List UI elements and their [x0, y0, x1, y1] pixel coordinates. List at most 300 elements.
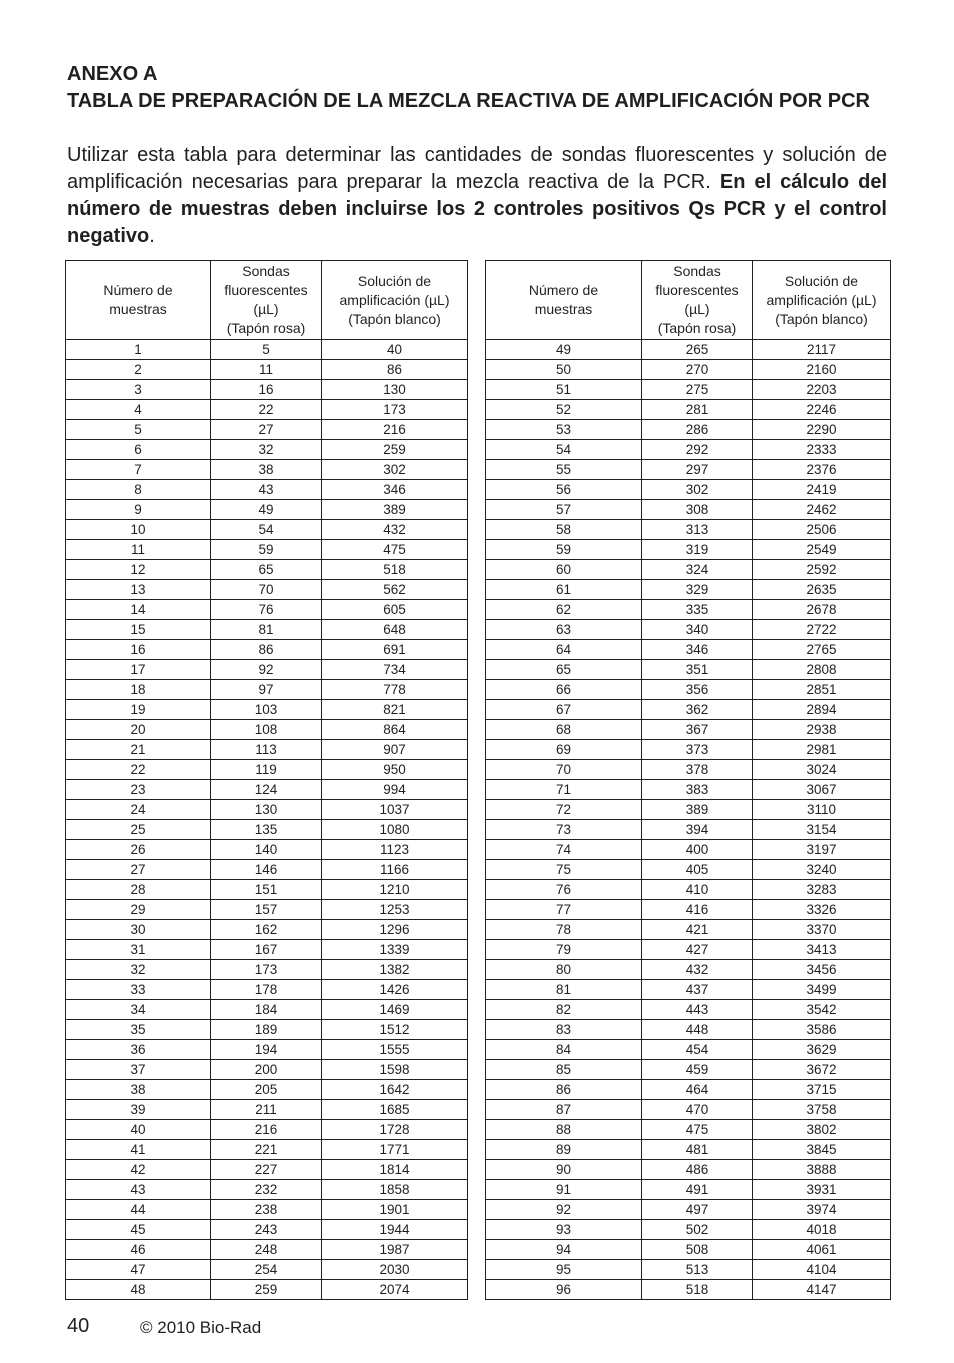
- cell-fluorescent-probes: 11: [211, 360, 322, 380]
- table-row: [486, 780, 891, 800]
- table-row: [66, 640, 468, 660]
- cell-amplification-solution: 3974: [753, 1200, 891, 1220]
- cell-sample-count: 70: [486, 760, 642, 780]
- table-row: [486, 1240, 891, 1260]
- table-row: [486, 1040, 891, 1060]
- cell-fluorescent-probes: 92: [211, 660, 322, 680]
- table-row: [486, 740, 891, 760]
- cell-fluorescent-probes: 459: [642, 1060, 753, 1080]
- cell-sample-count: 84: [486, 1040, 642, 1060]
- table-row: [66, 1220, 468, 1240]
- cell-fluorescent-probes: 497: [642, 1200, 753, 1220]
- cell-fluorescent-probes: 103: [211, 700, 322, 720]
- cell-sample-count: 14: [66, 600, 211, 620]
- cell-amplification-solution: 1642: [322, 1080, 468, 1100]
- cell-amplification-solution: 2506: [753, 520, 891, 540]
- cell-sample-count: 66: [486, 680, 642, 700]
- cell-fluorescent-probes: 302: [642, 480, 753, 500]
- cell-fluorescent-probes: 27: [211, 420, 322, 440]
- cell-sample-count: 79: [486, 940, 642, 960]
- cell-fluorescent-probes: 378: [642, 760, 753, 780]
- cell-fluorescent-probes: 292: [642, 440, 753, 460]
- cell-amplification-solution: 40: [322, 340, 468, 360]
- cell-amplification-solution: 2592: [753, 560, 891, 580]
- cell-amplification-solution: 1901: [322, 1200, 468, 1220]
- cell-sample-count: 41: [66, 1140, 211, 1160]
- cell-sample-count: 76: [486, 880, 642, 900]
- header-line: (µL): [684, 301, 710, 317]
- cell-fluorescent-probes: 265: [642, 340, 753, 360]
- cell-amplification-solution: 2419: [753, 480, 891, 500]
- header-line: Número de: [103, 282, 173, 298]
- cell-sample-count: 74: [486, 840, 642, 860]
- table-row: [486, 900, 891, 920]
- cell-amplification-solution: 1469: [322, 1000, 468, 1020]
- cell-fluorescent-probes: 97: [211, 680, 322, 700]
- table-row: [66, 420, 468, 440]
- cell-amplification-solution: 562: [322, 580, 468, 600]
- table-row: [66, 600, 468, 620]
- cell-fluorescent-probes: 518: [642, 1280, 753, 1300]
- table-row: [486, 1080, 891, 1100]
- header-line: Número de: [528, 282, 599, 298]
- header-sample-count: [66, 261, 211, 340]
- cell-amplification-solution: 2635: [753, 580, 891, 600]
- cell-fluorescent-probes: 86: [211, 640, 322, 660]
- cell-sample-count: 24: [66, 800, 211, 820]
- cell-sample-count: 65: [486, 660, 642, 680]
- table-row: [486, 640, 891, 660]
- cell-sample-count: 46: [66, 1240, 211, 1260]
- table-header-row: [486, 261, 891, 340]
- cell-sample-count: 50: [486, 360, 642, 380]
- cell-fluorescent-probes: 329: [642, 580, 753, 600]
- cell-amplification-solution: 2160: [753, 360, 891, 380]
- table-row: [486, 940, 891, 960]
- table-row: [66, 1040, 468, 1060]
- cell-fluorescent-probes: 421: [642, 920, 753, 940]
- cell-sample-count: 89: [486, 1140, 642, 1160]
- cell-sample-count: 60: [486, 560, 642, 580]
- cell-fluorescent-probes: 351: [642, 660, 753, 680]
- cell-sample-count: 17: [66, 660, 211, 680]
- cell-fluorescent-probes: 470: [642, 1100, 753, 1120]
- table-row: [486, 960, 891, 980]
- cell-fluorescent-probes: 432: [642, 960, 753, 980]
- cell-amplification-solution: 1771: [322, 1140, 468, 1160]
- table-row: [486, 1060, 891, 1080]
- cell-sample-count: 62: [486, 600, 642, 620]
- table-row: [486, 1000, 891, 1020]
- cell-amplification-solution: 3326: [753, 900, 891, 920]
- cell-sample-count: 83: [486, 1020, 642, 1040]
- table-row: [66, 620, 468, 640]
- table-row: [486, 660, 891, 680]
- cell-sample-count: 3: [66, 380, 211, 400]
- cell-amplification-solution: 2722: [753, 620, 891, 640]
- table-row: [66, 1100, 468, 1120]
- table-row: [486, 500, 891, 520]
- cell-sample-count: 94: [486, 1240, 642, 1260]
- header-line: (Tapón blanco): [775, 310, 868, 327]
- cell-amplification-solution: 605: [322, 600, 468, 620]
- cell-fluorescent-probes: 346: [642, 640, 753, 660]
- cell-sample-count: 30: [66, 920, 211, 940]
- table-row: [486, 1100, 891, 1120]
- cell-sample-count: 38: [66, 1080, 211, 1100]
- cell-sample-count: 72: [486, 800, 642, 820]
- cell-sample-count: 42: [66, 1160, 211, 1180]
- cell-sample-count: 69: [486, 740, 642, 760]
- header-line: (Tapón rosa): [657, 320, 737, 336]
- cell-amplification-solution: 3413: [753, 940, 891, 960]
- cell-fluorescent-probes: 389: [642, 800, 753, 820]
- cell-fluorescent-probes: 173: [211, 960, 322, 980]
- header-line: Solución de: [784, 272, 859, 289]
- cell-fluorescent-probes: 119: [211, 760, 322, 780]
- header-fluorescent-probes: [642, 261, 753, 340]
- table-row: [486, 580, 891, 600]
- cell-amplification-solution: 1987: [322, 1240, 468, 1260]
- table-row: [486, 720, 891, 740]
- cell-sample-count: 6: [66, 440, 211, 460]
- table-row: [486, 980, 891, 1000]
- cell-fluorescent-probes: 394: [642, 820, 753, 840]
- cell-sample-count: 36: [66, 1040, 211, 1060]
- cell-sample-count: 37: [66, 1060, 211, 1080]
- table-row: [66, 1240, 468, 1260]
- cell-sample-count: 86: [486, 1080, 642, 1100]
- table-row: [66, 400, 468, 420]
- cell-fluorescent-probes: 16: [211, 380, 322, 400]
- table-title: TABLA DE PREPARACIÓN DE LA MEZCLA REACTIVA DE AMPLIFICACIÓN POR PCR: [67, 90, 870, 112]
- cell-sample-count: 68: [486, 720, 642, 740]
- table-row: [486, 820, 891, 840]
- header-sample-count: [486, 261, 642, 340]
- cell-fluorescent-probes: 281: [642, 400, 753, 420]
- cell-fluorescent-probes: 405: [642, 860, 753, 880]
- table-row: [486, 340, 891, 360]
- cell-sample-count: 73: [486, 820, 642, 840]
- cell-amplification-solution: 173: [322, 400, 468, 420]
- table-row: [66, 760, 468, 780]
- table-row: [486, 920, 891, 940]
- cell-amplification-solution: 3542: [753, 1000, 891, 1020]
- cell-fluorescent-probes: 189: [211, 1020, 322, 1040]
- cell-amplification-solution: 3240: [753, 860, 891, 880]
- cell-amplification-solution: 950: [322, 760, 468, 780]
- table-row: [486, 1120, 891, 1140]
- cell-fluorescent-probes: 383: [642, 780, 753, 800]
- cell-fluorescent-probes: 427: [642, 940, 753, 960]
- cell-sample-count: 88: [486, 1120, 642, 1140]
- cell-fluorescent-probes: 205: [211, 1080, 322, 1100]
- cell-fluorescent-probes: 76: [211, 600, 322, 620]
- table-row: [66, 800, 468, 820]
- table-row: [66, 860, 468, 880]
- table-row: [486, 540, 891, 560]
- page-number: 40: [67, 1315, 90, 1337]
- table-row: [486, 460, 891, 480]
- table-row: [486, 1020, 891, 1040]
- table-row: [486, 860, 891, 880]
- cell-sample-count: 63: [486, 620, 642, 640]
- table-row: [66, 880, 468, 900]
- cell-fluorescent-probes: 448: [642, 1020, 753, 1040]
- cell-amplification-solution: 3067: [753, 780, 891, 800]
- cell-amplification-solution: 3197: [753, 840, 891, 860]
- header-line: (Tapón rosa): [226, 320, 306, 336]
- cell-amplification-solution: 3672: [753, 1060, 891, 1080]
- cell-sample-count: 61: [486, 580, 642, 600]
- cell-sample-count: 22: [66, 760, 211, 780]
- table-row: [486, 560, 891, 580]
- table-row: [66, 380, 468, 400]
- cell-amplification-solution: 1598: [322, 1060, 468, 1080]
- cell-fluorescent-probes: 167: [211, 940, 322, 960]
- cell-fluorescent-probes: 108: [211, 720, 322, 740]
- cell-fluorescent-probes: 502: [642, 1220, 753, 1240]
- cell-fluorescent-probes: 151: [211, 880, 322, 900]
- cell-amplification-solution: 1166: [322, 860, 468, 880]
- cell-amplification-solution: 475: [322, 540, 468, 560]
- cell-fluorescent-probes: 113: [211, 740, 322, 760]
- cell-sample-count: 67: [486, 700, 642, 720]
- table-row: [66, 940, 468, 960]
- cell-fluorescent-probes: 259: [211, 1280, 322, 1300]
- cell-fluorescent-probes: 162: [211, 920, 322, 940]
- header-line: Solución de: [357, 272, 432, 289]
- cell-sample-count: 19: [66, 700, 211, 720]
- cell-fluorescent-probes: 270: [642, 360, 753, 380]
- cell-amplification-solution: 1685: [322, 1100, 468, 1120]
- cell-sample-count: 13: [66, 580, 211, 600]
- cell-sample-count: 27: [66, 860, 211, 880]
- table-row: [486, 1160, 891, 1180]
- cell-amplification-solution: 389: [322, 500, 468, 520]
- table-row: [66, 1060, 468, 1080]
- cell-sample-count: 34: [66, 1000, 211, 1020]
- cell-amplification-solution: 3629: [753, 1040, 891, 1060]
- cell-sample-count: 85: [486, 1060, 642, 1080]
- cell-sample-count: 95: [486, 1260, 642, 1280]
- cell-sample-count: 10: [66, 520, 211, 540]
- cell-amplification-solution: 691: [322, 640, 468, 660]
- cell-amplification-solution: 2549: [753, 540, 891, 560]
- header-line: Sondas: [673, 263, 721, 279]
- cell-amplification-solution: 994: [322, 780, 468, 800]
- cell-sample-count: 71: [486, 780, 642, 800]
- cell-sample-count: 53: [486, 420, 642, 440]
- header-line: (Tapón blanco): [348, 310, 441, 327]
- cell-sample-count: 96: [486, 1280, 642, 1300]
- table-row: [66, 1180, 468, 1200]
- cell-sample-count: 15: [66, 620, 211, 640]
- cell-amplification-solution: 1858: [322, 1180, 468, 1200]
- table-row: [66, 680, 468, 700]
- cell-sample-count: 2: [66, 360, 211, 380]
- table-row: [486, 760, 891, 780]
- cell-fluorescent-probes: 135: [211, 820, 322, 840]
- cell-sample-count: 52: [486, 400, 642, 420]
- cell-amplification-solution: 1080: [322, 820, 468, 840]
- table-row: [66, 1080, 468, 1100]
- header-fluorescent-probes: [211, 261, 322, 340]
- cell-amplification-solution: 907: [322, 740, 468, 760]
- cell-sample-count: 82: [486, 1000, 642, 1020]
- table-row: [486, 680, 891, 700]
- cell-amplification-solution: 432: [322, 520, 468, 540]
- cell-fluorescent-probes: 319: [642, 540, 753, 560]
- cell-sample-count: 33: [66, 980, 211, 1000]
- cell-fluorescent-probes: 437: [642, 980, 753, 1000]
- intro-paragraph: [67, 142, 887, 250]
- cell-amplification-solution: 4061: [753, 1240, 891, 1260]
- cell-fluorescent-probes: 70: [211, 580, 322, 600]
- cell-amplification-solution: 3283: [753, 880, 891, 900]
- cell-amplification-solution: 302: [322, 460, 468, 480]
- header-line: muestras: [109, 301, 167, 317]
- cell-amplification-solution: 4104: [753, 1260, 891, 1280]
- intro-text: Utilizar esta tabla para determinar las cantidades de sondas fluorescentes y solución de amplificación necesarias para preparar la mezcla reactiva de la PCR.: [67, 144, 887, 193]
- cell-fluorescent-probes: 373: [642, 740, 753, 760]
- cell-sample-count: 40: [66, 1120, 211, 1140]
- cell-fluorescent-probes: 232: [211, 1180, 322, 1200]
- cell-fluorescent-probes: 243: [211, 1220, 322, 1240]
- cell-sample-count: 44: [66, 1200, 211, 1220]
- cell-fluorescent-probes: 194: [211, 1040, 322, 1060]
- header-line: amplificación (µL): [766, 291, 877, 308]
- cell-fluorescent-probes: 59: [211, 540, 322, 560]
- table-row: [486, 480, 891, 500]
- table-row: [66, 1260, 468, 1280]
- cell-sample-count: 28: [66, 880, 211, 900]
- cell-fluorescent-probes: 146: [211, 860, 322, 880]
- cell-fluorescent-probes: 286: [642, 420, 753, 440]
- cell-fluorescent-probes: 297: [642, 460, 753, 480]
- cell-sample-count: 77: [486, 900, 642, 920]
- cell-amplification-solution: 3888: [753, 1160, 891, 1180]
- cell-amplification-solution: 2290: [753, 420, 891, 440]
- table-row: [486, 520, 891, 540]
- cell-fluorescent-probes: 5: [211, 340, 322, 360]
- cell-sample-count: 31: [66, 940, 211, 960]
- table-row: [66, 700, 468, 720]
- cell-amplification-solution: 3499: [753, 980, 891, 1000]
- cell-sample-count: 48: [66, 1280, 211, 1300]
- table-row: [486, 600, 891, 620]
- table-row: [486, 440, 891, 460]
- cell-sample-count: 55: [486, 460, 642, 480]
- cell-sample-count: 8: [66, 480, 211, 500]
- table-row: [66, 820, 468, 840]
- table-body-right: [486, 340, 891, 1300]
- intro-tail: .: [149, 225, 155, 247]
- cell-amplification-solution: 4147: [753, 1280, 891, 1300]
- cell-fluorescent-probes: 400: [642, 840, 753, 860]
- table-row: [486, 380, 891, 400]
- cell-amplification-solution: 2851: [753, 680, 891, 700]
- cell-fluorescent-probes: 238: [211, 1200, 322, 1220]
- header-amplification-solution: [322, 261, 468, 340]
- header-line: amplificación (µL): [339, 291, 450, 308]
- table-body-left: [66, 340, 468, 1300]
- cell-fluorescent-probes: 340: [642, 620, 753, 640]
- cell-sample-count: 59: [486, 540, 642, 560]
- cell-sample-count: 21: [66, 740, 211, 760]
- cell-fluorescent-probes: 454: [642, 1040, 753, 1060]
- cell-fluorescent-probes: 324: [642, 560, 753, 580]
- cell-amplification-solution: 3845: [753, 1140, 891, 1160]
- cell-sample-count: 51: [486, 380, 642, 400]
- cell-fluorescent-probes: 81: [211, 620, 322, 640]
- cell-amplification-solution: 1037: [322, 800, 468, 820]
- table-row: [486, 700, 891, 720]
- cell-amplification-solution: 734: [322, 660, 468, 680]
- cell-amplification-solution: 1296: [322, 920, 468, 940]
- cell-amplification-solution: 130: [322, 380, 468, 400]
- cell-amplification-solution: 3931: [753, 1180, 891, 1200]
- table-row: [486, 1180, 891, 1200]
- cell-fluorescent-probes: 475: [642, 1120, 753, 1140]
- cell-fluorescent-probes: 43: [211, 480, 322, 500]
- cell-sample-count: 18: [66, 680, 211, 700]
- table-row: [66, 1140, 468, 1160]
- cell-fluorescent-probes: 216: [211, 1120, 322, 1140]
- cell-sample-count: 26: [66, 840, 211, 860]
- cell-amplification-solution: 2462: [753, 500, 891, 520]
- cell-sample-count: 4: [66, 400, 211, 420]
- table-row: [486, 1260, 891, 1280]
- cell-sample-count: 87: [486, 1100, 642, 1120]
- cell-amplification-solution: 3802: [753, 1120, 891, 1140]
- table-row: [486, 360, 891, 380]
- cell-amplification-solution: 2333: [753, 440, 891, 460]
- cell-fluorescent-probes: 200: [211, 1060, 322, 1080]
- cell-fluorescent-probes: 308: [642, 500, 753, 520]
- cell-fluorescent-probes: 22: [211, 400, 322, 420]
- cell-sample-count: 54: [486, 440, 642, 460]
- header-line: muestras: [534, 301, 593, 317]
- cell-fluorescent-probes: 491: [642, 1180, 753, 1200]
- cell-amplification-solution: 1339: [322, 940, 468, 960]
- cell-amplification-solution: 648: [322, 620, 468, 640]
- table-row: [66, 660, 468, 680]
- cell-fluorescent-probes: 49: [211, 500, 322, 520]
- annex-title: ANEXO A: [67, 63, 158, 85]
- cell-amplification-solution: 821: [322, 700, 468, 720]
- table-row: [486, 620, 891, 640]
- cell-sample-count: 64: [486, 640, 642, 660]
- cell-sample-count: 92: [486, 1200, 642, 1220]
- table-row: [486, 880, 891, 900]
- cell-fluorescent-probes: 443: [642, 1000, 753, 1020]
- cell-fluorescent-probes: 38: [211, 460, 322, 480]
- cell-fluorescent-probes: 32: [211, 440, 322, 460]
- cell-fluorescent-probes: 464: [642, 1080, 753, 1100]
- table-row: [66, 520, 468, 540]
- cell-amplification-solution: 216: [322, 420, 468, 440]
- table-header-row: [66, 261, 468, 340]
- table-row: [486, 420, 891, 440]
- cell-sample-count: 20: [66, 720, 211, 740]
- cell-amplification-solution: 3024: [753, 760, 891, 780]
- table-row: [66, 540, 468, 560]
- cell-amplification-solution: 1944: [322, 1220, 468, 1240]
- cell-sample-count: 39: [66, 1100, 211, 1120]
- table-row: [486, 1200, 891, 1220]
- cell-sample-count: 1: [66, 340, 211, 360]
